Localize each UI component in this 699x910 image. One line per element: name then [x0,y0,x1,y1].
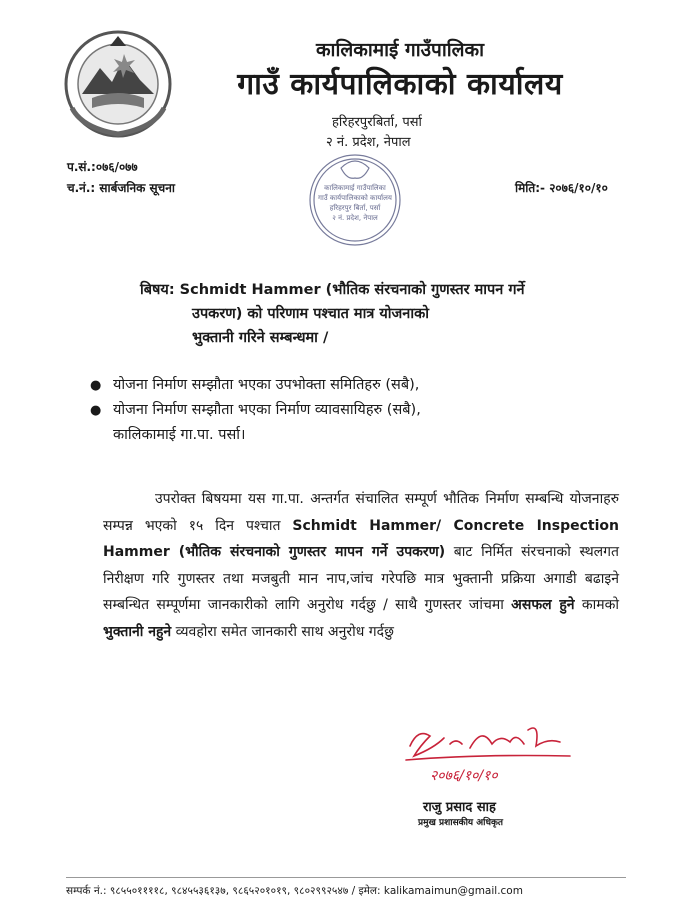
subject-line-1: बिषय: Schmidt Hammer (भौतिक संरचनाको गुणस्तर मापन गर्ने [140,282,525,298]
stamp-line-4: २ नं. प्रदेश, नेपाल [332,214,378,222]
recipients-list [90,373,630,448]
address-line-2: २ नं. प्रदेश, नेपाल [326,135,411,150]
office-stamp-icon [305,150,405,250]
stamp-line-1: कालिकामाई गाउँपालिका [324,184,386,192]
nepal-government-emblem-icon [62,28,174,140]
signer-name: राजु प्रसाद साह [423,800,496,815]
footer-divider [66,877,626,878]
stamp-line-3: हरिहरपुर बिर्ता, पर्सा [329,204,381,212]
bullet-icon: ● [90,403,102,418]
bullet-icon: ● [90,378,102,393]
subject-line-3: भुक्तानी गरिने सम्बन्धमा / [192,330,329,346]
subject-line-2: उपकरण) को परिणाम पश्चात मात्र योजनाको [192,306,429,322]
list-item: ● योजना निर्माण सम्झौता भएका उपभोक्ता समितिहरु (सबै), [90,373,630,398]
bold-equipment-name: Schmidt Hammer/ Concrete Inspection Hammer (भौतिक संरचनाको गुणस्तर मापन गर्ने उपकरण) [103,517,619,560]
signer-designation: प्रमुख प्रशासकीय अधिकृत [418,818,504,828]
bold-fail-text: असफल हुने [511,597,575,613]
signature-date: २०७६/१०/१० [430,768,498,784]
letter-date: मिति:- २०७६/१०/१० [515,181,608,195]
office-name: गाउँ कार्यपालिकाको कार्यालय [237,67,563,102]
stamp-line-2: गाउँ कार्यपालिकाको कार्यालय [318,194,392,202]
dispatch-number: च.नं.: सार्बजनिक सूचना [67,181,176,195]
subject-block [140,278,610,350]
list-item-continuation: कालिकामाई गा.पा. पर्सा। [113,427,246,443]
handwritten-signature-icon [400,708,575,788]
address-line-1: हरिहरपुरबिर्ता, पर्सा [332,115,422,130]
footer-contact: सम्पर्क नं.: ९८५५०११११८, ९८४५५३६१३७, ९८६५२०१०१९, ९८०२९९२५४७ / इमेल: kalikamaimun@gmail.com [66,885,523,897]
reference-number: प.सं.:०७६/०७७ [67,160,138,174]
list-item: ● योजना निर्माण सम्झौता भएका निर्माण व्यावसायिहरु (सबै), [90,398,630,423]
organization-name: कालिकामाई गाउँपालिका [315,39,485,61]
body-paragraph: उपरोक्त बिषयमा यस गा.पा. अन्तर्गत संचालित सम्पूर्ण भौतिक निर्माण सम्बन्धि योजनाहरु सम्पन्न भएको १५ दिन पश्चात Schmidt Hammer/ Concrete Inspection Hammer (भौतिक संरचनाको गुणस्तर मापन गर्ने उपकरण) बाट निर्मित संरचनाको स्थलगत निरीक्षण गरि गुणस्तर तथा मजबुती मान नाप,जांच गरेपछि मात्र भुक्तानी प्रक्रिया अगाडी बढाइने सम्बन्धित सम्पूर्णमा जानकारीको लागि अनुरोध गर्दछु / साथै गुणस्तर जांचमा असफल हुने कामको भुक्तानी नहुने व्यवहोरा समेत जानकारी साथ अनुरोध गर्दछु [103,491,620,640]
bold-no-payment-text: भुक्तानी नहुने [103,623,172,640]
